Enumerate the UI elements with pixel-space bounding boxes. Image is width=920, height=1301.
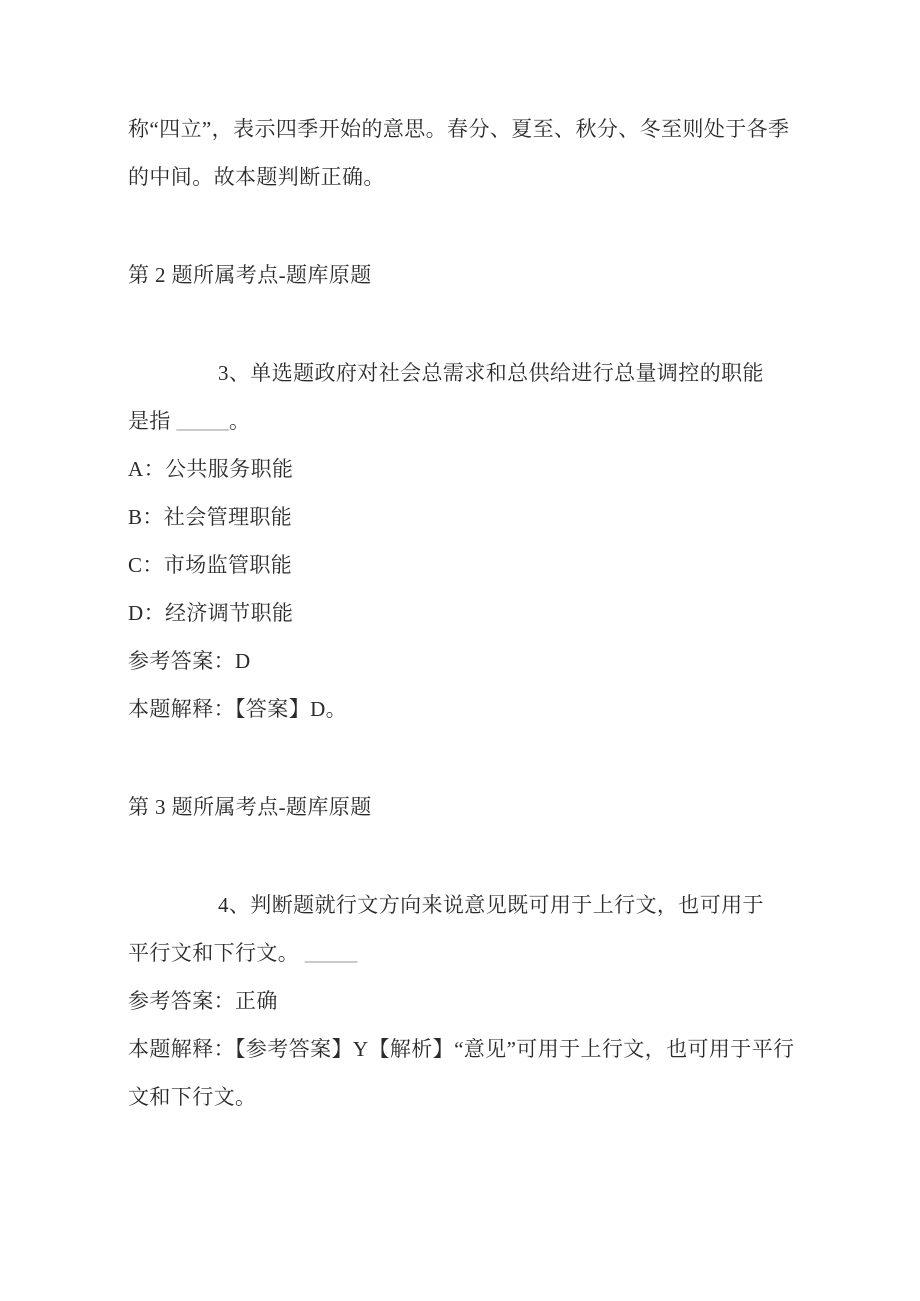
text-line xyxy=(128,881,820,929)
text-segment: 文和下行文。 xyxy=(128,1085,257,1109)
text-line xyxy=(128,783,820,831)
text-segment: 第 3 题所属考点-题库原题 xyxy=(128,795,372,819)
text-line xyxy=(128,541,820,589)
text-segment: 参考答案：正确 xyxy=(128,989,278,1013)
text-segment: 称“四立”，表示四季开始的意思。春分、夏至、秋分、冬至则处于各季 xyxy=(128,117,790,141)
text-line xyxy=(128,397,820,445)
text-segment: 是指 xyxy=(128,409,177,433)
text-line xyxy=(128,349,820,397)
text-line xyxy=(128,637,820,685)
question-3 xyxy=(128,349,820,733)
text-line xyxy=(128,251,820,299)
text-line xyxy=(128,153,820,201)
q2-section-label xyxy=(128,251,820,299)
text-segment: 3、单选题政府对社会总需求和总供给进行总量调控的职能 xyxy=(218,361,764,385)
text-line xyxy=(128,685,820,733)
q2-explanation-tail xyxy=(128,105,820,201)
text-segment: 本题解释：【参考答案】Y【解析】“意见”可用于上行文，也可用于平行 xyxy=(128,1037,795,1061)
text-line xyxy=(128,1025,820,1073)
text-segment: 参考答案：D xyxy=(128,649,251,673)
question-4 xyxy=(128,881,820,1121)
text-line xyxy=(128,445,820,493)
text-segment: 4、判断题就行文方向来说意见既可用于上行文，也可用于 xyxy=(218,893,764,917)
text-segment: C：市场监管职能 xyxy=(128,553,293,577)
text-segment: 。 xyxy=(228,409,251,433)
text-segment: B：社会管理职能 xyxy=(128,505,293,529)
fill-in-blank-underline: _____ xyxy=(176,409,229,433)
text-segment: 的中间。故本题判断正确。 xyxy=(128,165,385,189)
text-segment: 第 2 题所属考点-题库原题 xyxy=(128,263,372,287)
text-segment: 本题解释：【答案】D。 xyxy=(128,697,348,721)
text-line xyxy=(128,493,820,541)
fill-in-blank-underline: _____ xyxy=(304,941,358,965)
text-segment: A：公共服务职能 xyxy=(128,457,294,481)
text-line xyxy=(128,977,820,1025)
text-segment: 平行文和下行文。 xyxy=(128,941,305,965)
q3-section-label xyxy=(128,783,820,831)
text-segment: D：经济调节职能 xyxy=(128,601,294,625)
text-line xyxy=(128,929,820,977)
text-line xyxy=(128,589,820,637)
text-line xyxy=(128,105,820,153)
text-line xyxy=(128,1073,820,1121)
